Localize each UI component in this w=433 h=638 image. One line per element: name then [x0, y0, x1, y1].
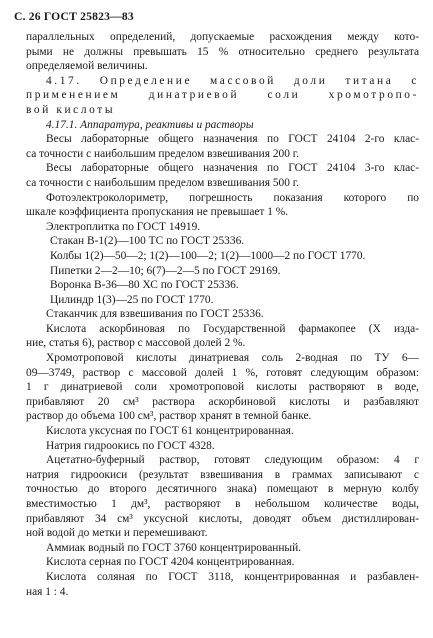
text-line: вой кислоты — [26, 103, 116, 116]
text-line: 09—3749, раствор с массовой долей 1 %, готовят следующим образом: — [26, 366, 419, 379]
text-line: Стаканчик для взвешивания по ГОСТ 25336. — [46, 308, 264, 321]
text-line: Кислота соляная по ГОСТ 3118, концентрированная и разбавлен- — [46, 570, 419, 583]
text-line: 4.17.1. Аппаратура, реактивы и растворы — [46, 118, 254, 131]
text-line: Колбы 1(2)—50—2; 1(2)—100—2; 1(2)—1000—2 по ГОСТ 1770. — [50, 249, 366, 262]
text-line: ние, статья 6), раствор с массовой долей 2 %. — [26, 337, 246, 350]
text-line: Хромотроповой кислоты динатриевая соль 2-водная по ТУ 6— — [46, 352, 419, 365]
text-line: Весы лабораторные общего назначения по ГОСТ 24104 2-го клас- — [46, 133, 419, 146]
text-line: ной водой до метки и перемешивают. — [26, 527, 208, 540]
text-line: Кислота уксусная по ГОСТ 61 концентрированная. — [46, 425, 294, 438]
page-header: С. 26 ГОСТ 25823—83 — [14, 10, 134, 23]
text-line: 1 г динатриевой соли хромотроповой кислоты растворяют в воде, — [26, 381, 419, 394]
text-line: Весы лабораторные общего назначения по ГОСТ 24104 3-го клас- — [46, 162, 419, 175]
text-line: прибавляют 34 см³ уксусной кислоты, доводят объем дистиллирован- — [26, 512, 419, 525]
text-line: шкале коэффициента пропускания не превышает 1 %. — [26, 206, 289, 219]
text-line: Цилиндр 1(3)—25 по ГОСТ 1770. — [50, 293, 214, 306]
text-line: 4.17. Определение массовой доли титана с — [46, 74, 419, 87]
text-line: Электроплитка по ГОСТ 14919. — [46, 220, 201, 233]
text-line: применением динатриевой соли хромотропо- — [26, 89, 419, 102]
text-line: са точности с наибольшим пределом взвешивания 500 г. — [26, 176, 300, 189]
text-line: са точности с наибольшим пределом взвешивания 200 г. — [26, 147, 300, 160]
text-line: Аммиак водный по ГОСТ 3760 концентрированный. — [46, 541, 302, 554]
body-text — [0, 30, 433, 599]
text-line: раствор до объема 100 см³, раствор хранят в темной банке. — [26, 410, 312, 423]
text-line: вместимостью 1 дм³, растворяют в небольшом количестве воды, — [26, 498, 419, 510]
text-line: ная 1 : 4. — [26, 585, 69, 598]
text-line: Воронка В-36—80 ХС по ГОСТ 25336. — [50, 279, 239, 292]
text-line: определяемой величины. — [26, 60, 148, 73]
text-line: Кислота аскорбиновая по Государственной фармакопее (Х изда- — [46, 322, 419, 335]
text-line: Фотоэлектроколориметр, погрешность показания которого по — [46, 191, 419, 204]
text-line: Пипетки 2—2—10; 6(7)—2—5 по ГОСТ 29169. — [50, 264, 281, 277]
text-line: рыми не должны превышать 15 % относительно среднего результата — [26, 45, 419, 58]
text-line: прибавляют 20 см³ раствора аскорбиновой кислоты и разбавляют — [26, 395, 419, 408]
text-line: параллельных определений, допускаемые расхождения между кото- — [26, 31, 419, 43]
text-line: Стакан В-1(2)—100 ТС по ГОСТ 25336. — [50, 235, 245, 248]
text-line: натрия гидроокиси (результат взвешивания в граммах записывают с — [26, 468, 419, 481]
text-line: Ацетатно-буферный раствор, готовят следующим образом: 4 г — [46, 454, 419, 467]
text-line: точностью до второго десятичного знака) помещают в мерную колбу — [26, 483, 419, 496]
text-line: Натрия гидроокись по ГОСТ 4328. — [46, 439, 215, 452]
text-line: Кислота серная по ГОСТ 4204 концентрированная. — [46, 556, 295, 569]
